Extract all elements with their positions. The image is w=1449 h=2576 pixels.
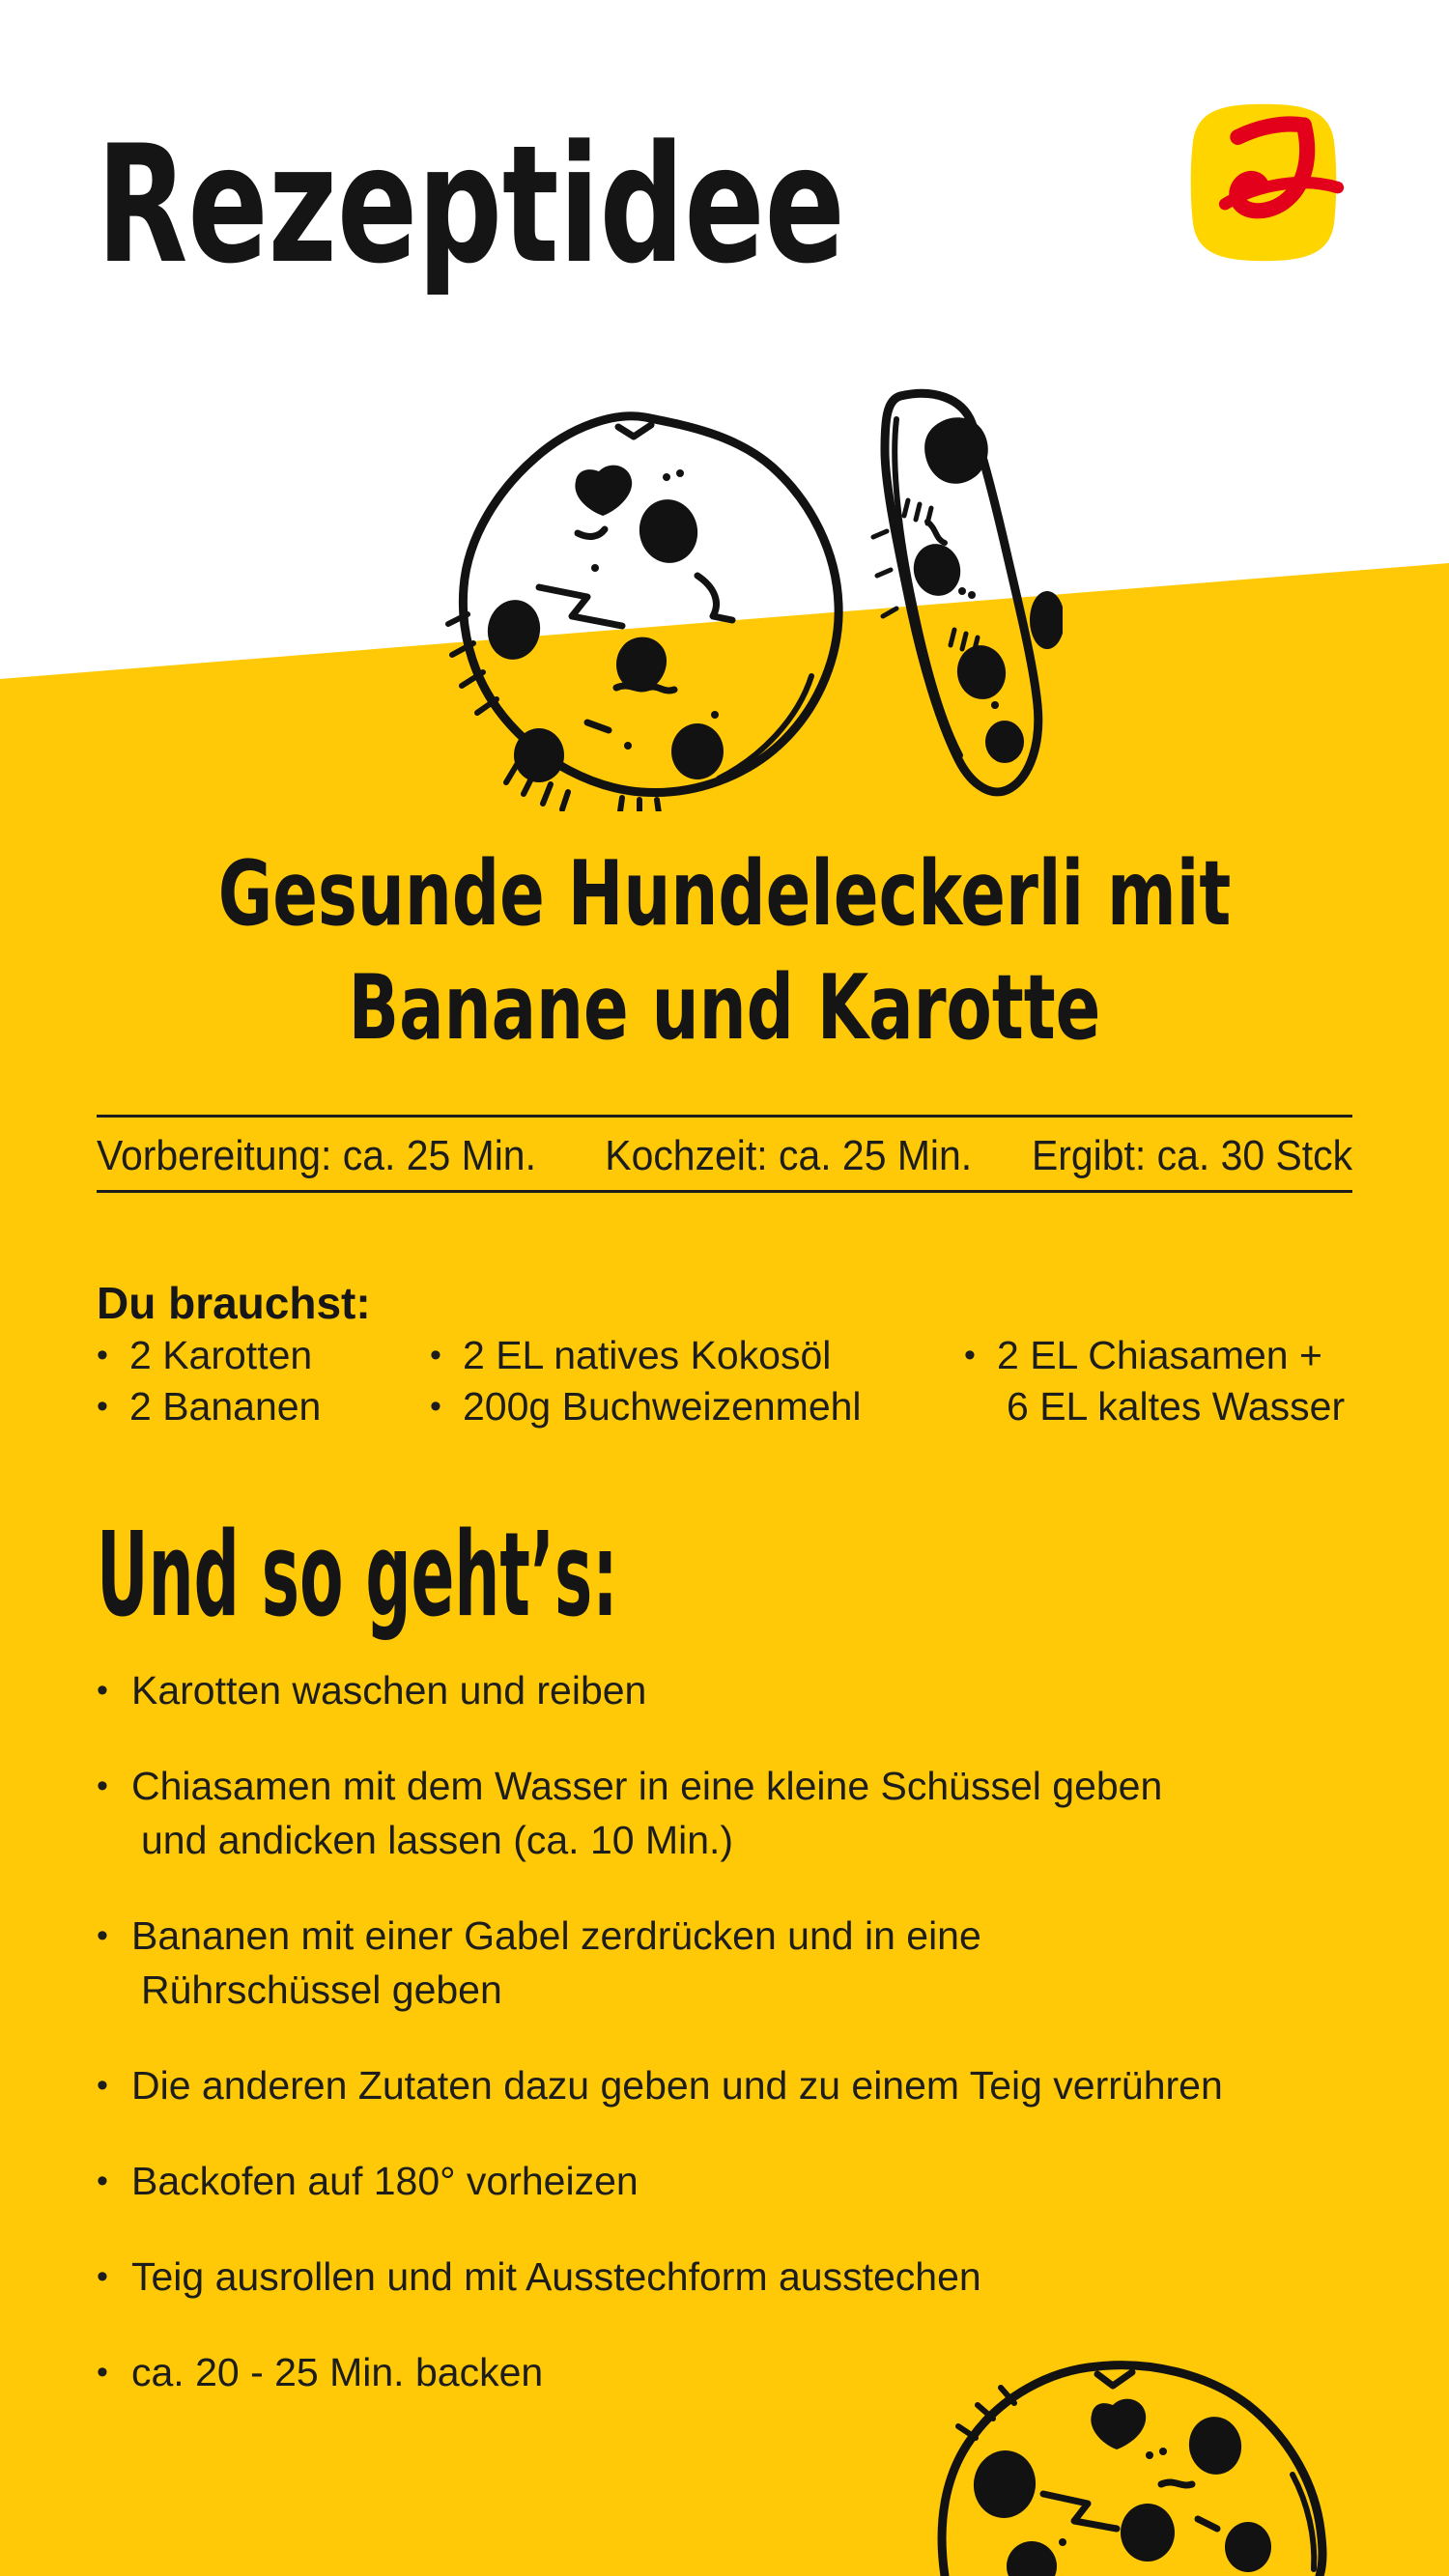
step-text: ca. 20 - 25 Min. backen	[131, 2350, 544, 2394]
bullet-icon: •	[97, 2067, 108, 2104]
bullet-icon: •	[964, 1337, 976, 1373]
ingredient-item	[430, 1381, 862, 1432]
bullet-icon: •	[97, 2258, 108, 2295]
brand-logo	[1172, 95, 1355, 269]
ingredients-column-3	[964, 1330, 1345, 1432]
meta-cooking-time: Kochzeit: ca. 25 Min.	[605, 1132, 972, 1179]
step-item	[97, 2154, 1410, 2208]
step-item	[97, 1759, 1410, 1867]
page-title-text: Rezeptidee	[97, 110, 845, 299]
bullet-icon: •	[97, 1388, 108, 1425]
ingredient-text: 6 EL kaltes Wasser	[1007, 1384, 1346, 1429]
bullet-icon: •	[97, 1337, 108, 1373]
bullet-icon: •	[97, 1917, 108, 1954]
step-text: Chiasamen mit dem Wasser in eine kleine Schüssel geben	[131, 1764, 1163, 1808]
ingredient-text: 2 EL natives Kokosöl	[463, 1333, 832, 1377]
recipe-meta-bar	[97, 1115, 1352, 1193]
page-title	[97, 110, 1122, 299]
ingredient-item	[964, 1330, 1345, 1381]
ingredient-item	[430, 1330, 862, 1381]
bullet-icon: •	[97, 2163, 108, 2199]
steps-heading-text: Und so geht’s:	[97, 1509, 618, 1643]
recipe-title	[0, 836, 1449, 1064]
ingredient-text: 2 Karotten	[129, 1333, 313, 1377]
bullet-icon: •	[97, 1672, 108, 1709]
bullet-icon: •	[430, 1388, 441, 1425]
steps-heading	[97, 1509, 1044, 1643]
ingredient-item	[97, 1381, 321, 1432]
ingredient-text: 2 Bananen	[129, 1384, 322, 1429]
step-item	[97, 2250, 1410, 2304]
ingredient-item-continuation	[964, 1381, 1345, 1432]
step-item	[97, 2058, 1410, 2112]
meta-preparation-time: Vorbereitung: ca. 25 Min.	[97, 1132, 536, 1179]
steps-list	[97, 1663, 1410, 2441]
step-text: Backofen auf 180° vorheizen	[131, 2159, 639, 2203]
recipe-title-line2: Banane und Karotte	[348, 955, 1101, 1060]
recipe-title-line1: Gesunde Hundeleckerli mit	[217, 841, 1232, 946]
step-text: Die anderen Zutaten dazu geben und zu einem Teig verrühren	[131, 2063, 1223, 2108]
cookies-illustration	[425, 386, 1063, 811]
ingredient-item	[97, 1330, 321, 1381]
ingredient-text: 2 EL Chiasamen +	[997, 1333, 1322, 1377]
bullet-icon: •	[97, 2354, 108, 2391]
ingredient-text: 200g Buchweizenmehl	[463, 1384, 862, 1429]
ingredients-section	[97, 1277, 1352, 1446]
step-item	[97, 1663, 1410, 1717]
step-text: Bananen mit einer Gabel zerdrücken und in eine	[131, 1913, 981, 1958]
cookie-bottom-illustration	[908, 2330, 1352, 2576]
step-text: Karotten waschen und reiben	[131, 1668, 647, 1713]
step-item	[97, 1909, 1410, 2017]
ingredients-column-1	[97, 1330, 321, 1432]
meta-yield: Ergibt: ca. 30 Stck	[1031, 1132, 1352, 1179]
step-text: Teig ausrollen und mit Ausstechform ausstechen	[131, 2254, 981, 2299]
ingredients-heading: Du brauchst:	[97, 1278, 371, 1328]
step-text-continuation: und andicken lassen (ca. 10 Min.)	[141, 1818, 734, 1862]
bullet-icon: •	[430, 1337, 441, 1373]
step-text-continuation: Rührschüssel geben	[141, 1967, 502, 2012]
bullet-icon: •	[97, 1768, 108, 1804]
ja-logo-icon	[1172, 95, 1355, 269]
ingredients-columns	[97, 1330, 1352, 1446]
ingredients-column-2	[430, 1330, 862, 1432]
